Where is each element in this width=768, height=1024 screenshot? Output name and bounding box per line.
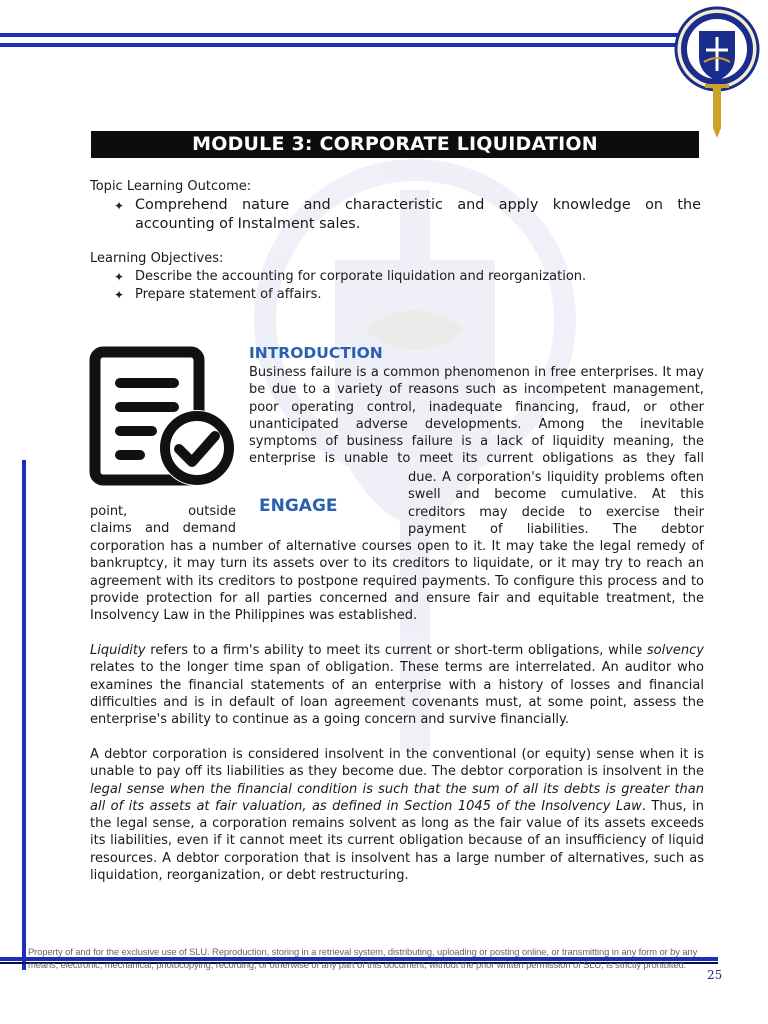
pin-bullet-icon: ✦ — [114, 199, 125, 213]
page-number: 25 — [707, 968, 723, 982]
term-liquidity: Liquidity — [90, 643, 146, 658]
introduction-continued: due. A corporation's liquidity problems often swell and become cumulative. At this creditors may decide to exercise their payment of liabilities. The debtor — [408, 470, 704, 537]
document-check-icon — [89, 346, 239, 486]
term-solvency: solvency — [646, 643, 704, 658]
left-accent-line — [22, 460, 26, 970]
introduction-paragraph: Business failure is a common phenomenon in free enterprises. It may be due to a variety of reasons such as incompetent management, poor operating control, inadequate financing, fraud, or other unanticipated adverse developments. Among the inevitable symptoms of business failure is a lack of liquidity meaning, the enterprise is unable to meet its current obligations as they fall — [249, 365, 704, 467]
pin-bullet-icon: ✦ — [114, 288, 125, 302]
introduction-fragment: claims and demand — [90, 521, 236, 536]
objective-item: Prepare statement of affairs. — [135, 287, 322, 302]
header-rule-top — [0, 33, 700, 37]
introduction-rest: corporation has a number of alternative courses open to it. It may take the legal remedy of bankruptcy, it may turn its assets over to its creditors to liquidate, or it may try to reach an agreement with its creditors to postpone required payments. To configure this process and to provide protection for all parties concerned and ensure fair and equitable treatment, the Insolvency Law in the Philippines was established. — [90, 539, 704, 624]
module-title: MODULE 3: CORPORATE LIQUIDATION — [91, 131, 699, 158]
objective-item: Describe the accounting for corporate liquidation and reorganization. — [135, 269, 587, 284]
university-seal — [672, 4, 762, 140]
footer-copyright: Property of and for the exclusive use of SLU. Reproduction, storing in a retrieval system, distributing, uploading or posting online, or transmitting in any form or by any means, electronic, mechanical, photocopying, recording, or otherwise of any part of this document, without the prior written permission of SLU, is strictly prohibited. — [28, 946, 698, 970]
pin-bullet-icon: ✦ — [114, 270, 125, 284]
topic-heading: Topic Learning Outcome: — [90, 179, 252, 194]
introduction-fragment: point, outside — [90, 504, 236, 519]
objectives-heading: Learning Objectives: — [90, 251, 224, 266]
insolvency-paragraph: A debtor corporation is considered insolvent in the conventional (or equity) sense when it is unable to pay off its liabilities as they become due. The debtor corporation is insolvent in the legal sense when the financial condition is such that the sum of all its debts is greater than all of its assets at fair valuation, as defined in Section 1045 of the Insolvency Law. Thus, in the legal sense, a corporation remains solvent as long as the fair value of its assets exceeds its liabilities, even if it cannot meet its current obligation because of an insufficiency of liquid resources. A debtor corporation that is insolvent has a large number of alternatives, such as liquidation, reorganization, or debt restructuring. — [90, 747, 704, 884]
header-rule-bottom — [0, 43, 690, 47]
introduction-heading: INTRODUCTION — [249, 344, 383, 362]
topic-item: Comprehend nature and characteristic and apply knowledge on the accounting of Instalment sales. — [135, 197, 701, 232]
liquidity-paragraph: Liquidity refers to a firm's ability to meet its current or short-term obligations, while solvency relates to the longer time span of obligation. These terms are interrelated. An auditor who examines the financial statements of an enterprise with a history of losses and financial difficulties and is in default of loan agreement covenants must, at some point, assess the enterprise's ability to continue as a going concern and survive financially. — [90, 643, 704, 728]
engage-heading: ENGAGE — [259, 496, 338, 516]
